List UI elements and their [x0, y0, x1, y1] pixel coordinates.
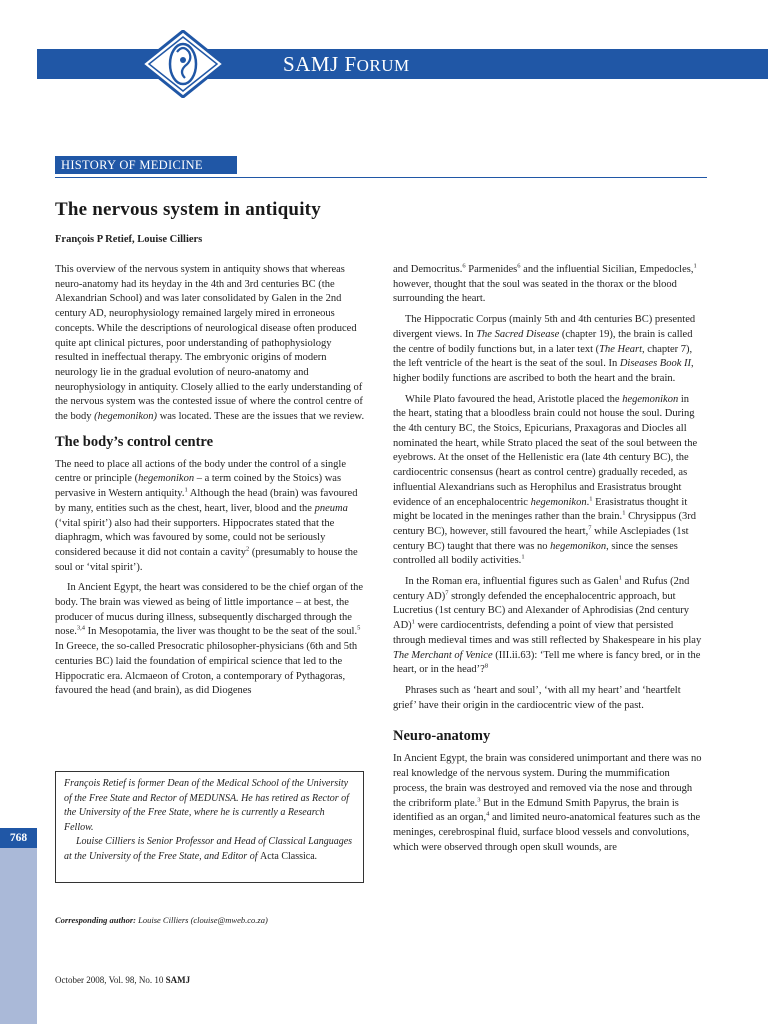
- corresponding-author: Corresponding author: Louise Cilliers (clouise@mweb.co.za): [55, 915, 268, 925]
- article-authors: François P Retief, Louise Cilliers: [55, 234, 203, 245]
- section-divider: [55, 177, 707, 178]
- page-number: 768: [0, 828, 37, 848]
- abstract: This overview of the nervous system in antiquity shows that whereas neuro-anatomy had its heyday in the 4th and 3rd centuries BC (the Alexandrian School) and was later consolidated by Galen in the 2nd century AD, neurophysiology remained largely mired in erroneous concepts. While the descriptions of neurological disease often produced quite apt clinical pictures, poor understanding of pathophysiology resulted in ineffectual therapy. The embryonic origins of modern neurology lie in the gradual evolution of neuro-anatomy and neurophysiology in antiquity. Closely allied to the early understanding of the nervous system was the contested issue of where the control centre of the body (hegemonikon) was located. These are the issues that we review.: [55, 264, 365, 423]
- heading-control-centre: The body’s control centre: [55, 433, 214, 450]
- paragraph: In Ancient Egypt, the heart was considered to be the chief organ of the body. The brain was viewed as being of little importance – at best, the producer of mucus during illness, subsequently discharged through the nose.$^{3,4}$ In Mesopotamia, the liver was thought to be the seat of the soul.$^5$ In Greece, the so-called Presocratic philosopher-physicians (6th and 5th centuries BC) laid the foundation of empirical science that led to the Hippocratic era. Alcmaeon of Croton, a contemporary of Pythagoras, favoured the head (and brain), as did Diogenes: [55, 582, 364, 697]
- right-column: [393, 263, 703, 855]
- journal-title: SAMJ FORUM: [283, 52, 410, 76]
- article-title: The nervous system in antiquity: [55, 199, 321, 220]
- left-column: [55, 263, 365, 699]
- section-tag: HISTORY OF MEDICINE: [55, 156, 237, 174]
- paragraph: and Democritus.$^6$ Parmenides$^6$ and the influential Sicilian, Empedocles,$^1$ however, thought that the soul was seated in the thorax or the blood surrounding the heart.: [393, 262, 697, 305]
- heading-neuro-anatomy: Neuro-anatomy: [393, 728, 491, 745]
- paragraph: The Hippocratic Corpus (mainly 5th and 4th centuries BC) presented divergent views. In The Sacred Disease (chapter 19), the brain is called the centre of bodily functions but, in a later text (The Heart, chapter 7), the left ventricle of the heart is the seat of the soul. In Diseases Book II, higher bodily functions are ascribed to both the heart and the brain.: [393, 314, 696, 384]
- bio-retief: François Retief is former Dean of the Medical School of the University of the Free State and Rector of MEDUNSA. He has retired as Rector of the University of the Free State, where he is currently a Research Fellow.: [64, 778, 349, 833]
- side-strip: [0, 848, 37, 1024]
- paragraph: The need to place all actions of the body under the control of a single centre or principle (hegemonikon – a term coined by the Stoics) was pervasive in Western antiquity.$^1$ Although the head (brain) was favoured by many, entities such as the chest, heart, liver, blood and the pneuma (‘vital spirit’) also had their supporters. Hippocrates stated that the diaphragm, which was favoured by some, could not be seriously considered because it did not contain a cavity$^2$ (presumably to house the soul or ‘vital spirit’).: [55, 458, 358, 573]
- paragraph: In Ancient Egypt, the brain was considered unimportant and there was no real knowledge of the nervous system. During the mummification process, the brain was destroyed and removed via the nose and through the cribriform plate.$^3$ But in the Edmund Smith Papyrus, the brain is identified as an organ,$^4$ and limited neuro-anatomical features such as the meninges, cerebrospinal fluid, surface blood vessels and convolutions, which were observed through open skull wounds, are: [393, 753, 702, 853]
- paragraph: Phrases such as ‘heart and soul’, ‘with all my heart’ and ‘heartfelt grief’ have their origin in the cardiocentric view of the past.: [393, 684, 681, 711]
- paragraph: In the Roman era, influential figures such as Galen$^1$ and Rufus (2nd century AD)$^7$ strongly defended the encephalocentric approach, but Lucretius (1st century BC) and Alexander of Aphrodisias (2nd century AD)$^1$ were cardiocentrists, defending a point of view that persisted through medieval times and was still reflected by Shakespeare in his play The Merchant of Venice (III.ii.63): ‘Tell me where is fancy bred, or in the heart, or in the head’?$^8$: [393, 574, 702, 676]
- samj-logo-icon: [141, 30, 225, 98]
- paragraph: While Plato favoured the head, Aristotle placed the hegemonikon in the heart, stating that a bloodless brain could not house the soul. During the 4th century BC, the Stoics, Epicurians, Praxagoras and Diocles all nominated the heart, while Strato placed the seat of the soul between the eyebrows. At the onset of the Hellenistic era (late 4th century BC), the cardiocentric consensus (heart as control centre) gradually receded, as influential Alexandrians such as Herophilus and Erasistratus brought evidence of an encephalocentric hegemonikon.$^1$ Erasistratus thought it might be located in the meninges rather than the brain.$^1$ Chrysippus (3rd century BC), however, still favoured the heart,$^7$ while Asclepiades (1st century BC) taught that there was no hegemonikon, since the senses controlled all bodily activities.$^1$: [393, 393, 698, 567]
- bio-cilliers: Louise Cilliers is Senior Professor and Head of Classical Languages at the University of the Free State, and Editor of Acta Classica.: [64, 836, 353, 862]
- page-footer: October 2008, Vol. 98, No. 10 SAMJ: [55, 975, 191, 985]
- author-bio-box: [55, 771, 364, 883]
